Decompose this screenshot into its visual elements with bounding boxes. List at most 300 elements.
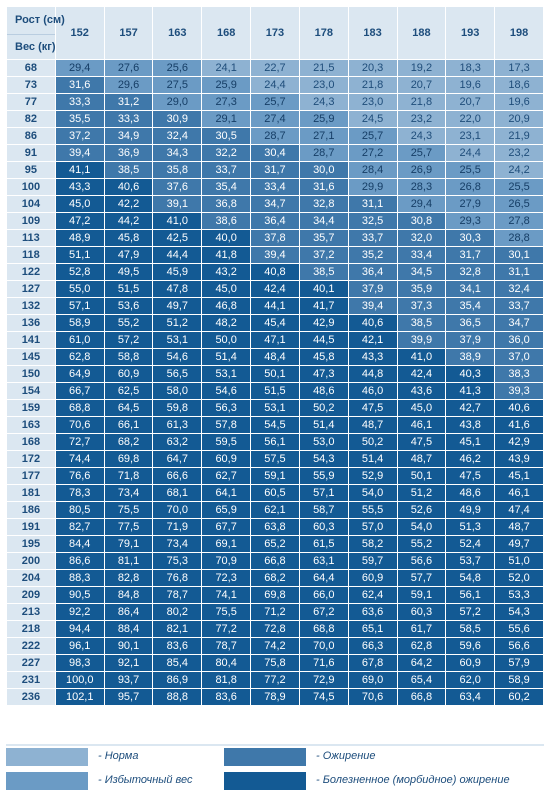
bmi-cell: 88,3 [55, 570, 104, 587]
bmi-cell: 25,9 [299, 111, 348, 128]
bmi-cell: 53,1 [251, 400, 300, 417]
bmi-cell: 25,5 [495, 179, 544, 196]
bmi-cell: 40,6 [348, 315, 397, 332]
height-header: 152 [55, 7, 104, 60]
bmi-cell: 34,4 [299, 213, 348, 230]
weight-header: 204 [7, 570, 56, 587]
bmi-cell: 47,3 [299, 366, 348, 383]
bmi-cell: 23,2 [397, 111, 446, 128]
bmi-cell: 42,4 [251, 281, 300, 298]
bmi-cell: 68,2 [104, 434, 153, 451]
bmi-cell: 25,7 [251, 94, 300, 111]
weight-header: 181 [7, 485, 56, 502]
bmi-cell: 59,1 [251, 468, 300, 485]
bmi-cell: 63,2 [153, 434, 202, 451]
table-row [7, 366, 544, 383]
bmi-cell: 52,9 [348, 468, 397, 485]
bmi-cell: 37,3 [397, 298, 446, 315]
bmi-cell: 37,9 [348, 281, 397, 298]
bmi-cell: 22,7 [251, 60, 300, 77]
bmi-cell: 41,6 [495, 417, 544, 434]
bmi-cell: 94,4 [55, 621, 104, 638]
bmi-cell: 76,6 [55, 468, 104, 485]
table-row [7, 502, 544, 519]
bmi-cell: 45,1 [446, 434, 495, 451]
table-row [7, 196, 544, 213]
bmi-cell: 42,4 [397, 366, 446, 383]
bmi-cell: 57,5 [251, 451, 300, 468]
bmi-cell: 63,4 [446, 689, 495, 706]
bmi-cell: 30,9 [153, 111, 202, 128]
bmi-cell: 30,4 [251, 145, 300, 162]
bmi-cell: 33,3 [55, 94, 104, 111]
bmi-cell: 24,4 [251, 77, 300, 94]
bmi-cell: 60,2 [495, 689, 544, 706]
bmi-cell: 66,0 [299, 587, 348, 604]
bmi-cell: 71,6 [299, 655, 348, 672]
bmi-cell: 83,6 [202, 689, 251, 706]
bmi-cell: 82,8 [104, 570, 153, 587]
bmi-cell: 53,1 [202, 366, 251, 383]
bmi-cell: 55,2 [397, 536, 446, 553]
bmi-cell: 40,3 [446, 366, 495, 383]
bmi-cell: 37,2 [55, 128, 104, 145]
bmi-cell: 64,5 [104, 400, 153, 417]
bmi-cell: 57,9 [495, 655, 544, 672]
bmi-cell: 29,9 [348, 179, 397, 196]
bmi-cell: 48,2 [202, 315, 251, 332]
bmi-cell: 35,2 [348, 247, 397, 264]
bmi-cell: 39,1 [153, 196, 202, 213]
bmi-cell: 54,0 [348, 485, 397, 502]
bmi-cell: 61,5 [299, 536, 348, 553]
bmi-cell: 71,9 [153, 519, 202, 536]
bmi-cell: 80,4 [202, 655, 251, 672]
bmi-cell: 63,1 [299, 553, 348, 570]
legend-item [6, 772, 216, 792]
bmi-cell: 66,3 [348, 638, 397, 655]
bmi-cell: 45,8 [104, 230, 153, 247]
bmi-cell: 56,5 [153, 366, 202, 383]
weight-header: 200 [7, 553, 56, 570]
weight-header: 218 [7, 621, 56, 638]
bmi-cell: 25,5 [446, 162, 495, 179]
bmi-cell: 63,6 [348, 604, 397, 621]
bmi-cell: 35,4 [446, 298, 495, 315]
bmi-cell: 102,1 [55, 689, 104, 706]
bmi-cell: 34,7 [251, 196, 300, 213]
bmi-cell: 58,8 [104, 349, 153, 366]
table-row [7, 315, 544, 332]
bmi-cell: 72,3 [202, 570, 251, 587]
bmi-cell: 86,6 [55, 553, 104, 570]
bmi-cell: 33,3 [104, 111, 153, 128]
bmi-cell: 34,5 [397, 264, 446, 281]
bmi-cell: 88,8 [153, 689, 202, 706]
bmi-cell: 49,9 [446, 502, 495, 519]
bmi-cell: 35,9 [397, 281, 446, 298]
bmi-cell: 41,7 [299, 298, 348, 315]
bmi-cell: 90,5 [55, 587, 104, 604]
bmi-cell: 82,7 [55, 519, 104, 536]
bmi-cell: 36,4 [251, 213, 300, 230]
legend-item [6, 748, 216, 768]
bmi-cell: 35,7 [299, 230, 348, 247]
bmi-cell: 59,1 [397, 587, 446, 604]
bmi-cell: 75,8 [251, 655, 300, 672]
bmi-cell: 28,4 [348, 162, 397, 179]
bmi-cell: 69,8 [251, 587, 300, 604]
weight-header: 141 [7, 332, 56, 349]
bmi-cell: 68,2 [251, 570, 300, 587]
table-row [7, 519, 544, 536]
bmi-cell: 31,6 [299, 179, 348, 196]
bmi-cell: 54,6 [202, 383, 251, 400]
bmi-cell: 75,5 [104, 502, 153, 519]
bmi-cell: 46,2 [446, 451, 495, 468]
bmi-cell: 34,1 [446, 281, 495, 298]
legend-label: - Норма [98, 750, 138, 762]
bmi-cell: 53,1 [153, 332, 202, 349]
bmi-cell: 32,8 [299, 196, 348, 213]
bmi-cell: 60,9 [202, 451, 251, 468]
bmi-cell: 50,2 [299, 400, 348, 417]
bmi-cell: 80,5 [55, 502, 104, 519]
legend [6, 748, 544, 792]
bmi-cell: 27,4 [251, 111, 300, 128]
bmi-cell: 30,8 [397, 213, 446, 230]
bmi-cell: 68,8 [55, 400, 104, 417]
bmi-cell: 95,7 [104, 689, 153, 706]
bmi-cell: 36,5 [446, 315, 495, 332]
bmi-cell: 38,3 [495, 366, 544, 383]
table-row [7, 553, 544, 570]
bmi-cell: 51,5 [251, 383, 300, 400]
weight-header: 86 [7, 128, 56, 145]
bmi-cell: 38,5 [104, 162, 153, 179]
bmi-cell: 62,4 [348, 587, 397, 604]
table-row [7, 162, 544, 179]
bmi-cell: 59,7 [348, 553, 397, 570]
bmi-cell: 34,9 [104, 128, 153, 145]
bmi-cell: 52,0 [495, 570, 544, 587]
bmi-cell: 35,4 [202, 179, 251, 196]
bmi-cell: 66,7 [55, 383, 104, 400]
bmi-cell: 51,4 [299, 417, 348, 434]
bmi-cell: 23,2 [495, 145, 544, 162]
weight-header: 209 [7, 587, 56, 604]
bmi-cell: 67,8 [348, 655, 397, 672]
legend-swatch [224, 772, 306, 790]
bmi-cell: 74,1 [202, 587, 251, 604]
bmi-cell: 31,1 [348, 196, 397, 213]
bmi-cell: 54,3 [495, 604, 544, 621]
bmi-cell: 92,2 [55, 604, 104, 621]
weight-header: 186 [7, 502, 56, 519]
bmi-cell: 51,3 [446, 519, 495, 536]
height-axis-label: Рост (см) [15, 14, 65, 26]
weight-header: 213 [7, 604, 56, 621]
bmi-cell: 35,5 [55, 111, 104, 128]
bmi-cell: 65,9 [202, 502, 251, 519]
table-row [7, 94, 544, 111]
bmi-cell: 60,9 [446, 655, 495, 672]
bmi-cell: 47,4 [495, 502, 544, 519]
bmi-cell: 90,1 [104, 638, 153, 655]
bmi-cell: 61,0 [55, 332, 104, 349]
bmi-cell: 58,9 [495, 672, 544, 689]
bmi-cell: 28,7 [251, 128, 300, 145]
bmi-cell: 24,5 [348, 111, 397, 128]
table-row [7, 587, 544, 604]
bmi-cell: 25,7 [397, 145, 446, 162]
weight-header: 172 [7, 451, 56, 468]
bmi-cell: 84,8 [104, 587, 153, 604]
bmi-cell: 44,1 [251, 298, 300, 315]
bmi-cell: 17,3 [495, 60, 544, 77]
bmi-cell: 44,4 [153, 247, 202, 264]
bmi-cell: 58,7 [299, 502, 348, 519]
table-row [7, 451, 544, 468]
bmi-cell: 40,1 [299, 281, 348, 298]
weight-header: 154 [7, 383, 56, 400]
bmi-cell: 55,5 [348, 502, 397, 519]
bmi-cell: 68,1 [153, 485, 202, 502]
bmi-cell: 46,0 [348, 383, 397, 400]
bmi-cell: 50,0 [202, 332, 251, 349]
bmi-cell: 26,5 [495, 196, 544, 213]
bmi-cell: 45,1 [495, 468, 544, 485]
legend-item [224, 748, 544, 768]
bmi-cell: 70,0 [153, 502, 202, 519]
bmi-cell: 29,6 [104, 77, 153, 94]
bmi-cell: 49,7 [153, 298, 202, 315]
legend-label: - Ожирение [316, 750, 376, 762]
bmi-cell: 58,2 [348, 536, 397, 553]
bmi-cell: 66,8 [397, 689, 446, 706]
bmi-cell: 57,1 [299, 485, 348, 502]
bmi-cell: 27,8 [495, 213, 544, 230]
bmi-cell: 71,2 [251, 604, 300, 621]
bmi-cell: 21,8 [397, 94, 446, 111]
bmi-cell: 71,8 [104, 468, 153, 485]
bmi-cell: 79,1 [104, 536, 153, 553]
bmi-cell: 44,2 [104, 213, 153, 230]
bmi-cell: 41,8 [202, 247, 251, 264]
bmi-cell: 52,6 [397, 502, 446, 519]
bmi-cell: 51,2 [397, 485, 446, 502]
height-header: 168 [202, 7, 251, 60]
bmi-cell: 70,6 [348, 689, 397, 706]
bmi-cell: 26,9 [397, 162, 446, 179]
bmi-cell: 24,4 [446, 145, 495, 162]
bmi-cell: 96,1 [55, 638, 104, 655]
bmi-cell: 62,5 [104, 383, 153, 400]
bmi-cell: 21,5 [299, 60, 348, 77]
height-header: 157 [104, 7, 153, 60]
weight-header: 222 [7, 638, 56, 655]
bmi-cell: 70,9 [202, 553, 251, 570]
bmi-cell: 27,6 [104, 60, 153, 77]
table-row [7, 247, 544, 264]
bmi-cell: 25,6 [153, 60, 202, 77]
weight-header: 91 [7, 145, 56, 162]
bmi-cell: 66,6 [153, 468, 202, 485]
weight-header: 163 [7, 417, 56, 434]
bmi-cell: 47,1 [251, 332, 300, 349]
bmi-cell: 64,9 [55, 366, 104, 383]
bmi-cell: 24,3 [397, 128, 446, 145]
bmi-cell: 31,7 [251, 162, 300, 179]
bmi-cell: 43,3 [55, 179, 104, 196]
bmi-cell: 19,6 [495, 94, 544, 111]
bmi-cell: 70,0 [299, 638, 348, 655]
bmi-cell: 29,3 [446, 213, 495, 230]
bmi-cell: 31,2 [104, 94, 153, 111]
bmi-cell: 51,4 [348, 451, 397, 468]
weight-header: 177 [7, 468, 56, 485]
weight-header: 145 [7, 349, 56, 366]
bmi-cell: 86,9 [153, 672, 202, 689]
bmi-cell: 39,9 [397, 332, 446, 349]
bmi-cell: 34,7 [495, 315, 544, 332]
bmi-cell: 32,4 [153, 128, 202, 145]
bmi-cell: 77,2 [202, 621, 251, 638]
bmi-cell: 58,0 [153, 383, 202, 400]
bmi-cell: 62,0 [446, 672, 495, 689]
bmi-cell: 47,9 [104, 247, 153, 264]
bmi-cell: 64,4 [299, 570, 348, 587]
bmi-cell: 62,7 [202, 468, 251, 485]
bmi-cell: 40,0 [202, 230, 251, 247]
bmi-cell: 23,0 [348, 94, 397, 111]
bmi-cell: 64,7 [153, 451, 202, 468]
table-row [7, 60, 544, 77]
bmi-cell: 98,3 [55, 655, 104, 672]
bmi-cell: 36,9 [104, 145, 153, 162]
height-header: 163 [153, 7, 202, 60]
bmi-cell: 59,8 [153, 400, 202, 417]
bmi-cell: 46,8 [202, 298, 251, 315]
bmi-cell: 73,4 [153, 536, 202, 553]
bmi-cell: 85,4 [153, 655, 202, 672]
bmi-cell: 66,1 [104, 417, 153, 434]
bmi-cell: 51,5 [104, 281, 153, 298]
bmi-cell: 27,3 [202, 94, 251, 111]
bmi-cell: 73,4 [104, 485, 153, 502]
bmi-cell: 30,0 [299, 162, 348, 179]
bmi-cell: 61,3 [153, 417, 202, 434]
table-row [7, 128, 544, 145]
table-row [7, 604, 544, 621]
bmi-cell: 39,4 [348, 298, 397, 315]
bmi-cell: 54,0 [397, 519, 446, 536]
height-header: 198 [495, 7, 544, 60]
bmi-cell: 28,7 [299, 145, 348, 162]
legend-item [224, 772, 544, 792]
bmi-cell: 60,9 [104, 366, 153, 383]
bmi-cell: 42,5 [153, 230, 202, 247]
bmi-cell: 44,8 [348, 366, 397, 383]
bmi-cell: 41,0 [397, 349, 446, 366]
table-row [7, 621, 544, 638]
bmi-cell: 42,9 [299, 315, 348, 332]
bmi-cell: 25,7 [348, 128, 397, 145]
bmi-cell: 52,4 [446, 536, 495, 553]
bmi-cell: 58,5 [446, 621, 495, 638]
bmi-cell: 19,6 [446, 77, 495, 94]
bmi-cell: 28,8 [495, 230, 544, 247]
bmi-cell: 29,0 [153, 94, 202, 111]
bmi-cell: 56,6 [495, 638, 544, 655]
bmi-cell: 88,4 [104, 621, 153, 638]
bmi-cell: 43,2 [202, 264, 251, 281]
weight-header: 73 [7, 77, 56, 94]
table-row [7, 638, 544, 655]
bmi-cell: 39,3 [495, 383, 544, 400]
table-row [7, 570, 544, 587]
bmi-cell: 57,2 [446, 604, 495, 621]
bmi-cell: 38,5 [397, 315, 446, 332]
bmi-cell: 65,2 [251, 536, 300, 553]
bmi-cell: 48,9 [55, 230, 104, 247]
bmi-cell: 48,7 [397, 451, 446, 468]
bmi-cell: 64,1 [202, 485, 251, 502]
bmi-cell: 47,8 [153, 281, 202, 298]
bmi-cell: 38,9 [446, 349, 495, 366]
table-row [7, 468, 544, 485]
bmi-cell: 32,2 [202, 145, 251, 162]
weight-header: 100 [7, 179, 56, 196]
bmi-cell: 20,7 [397, 77, 446, 94]
bmi-cell: 45,8 [299, 349, 348, 366]
bmi-cell: 78,7 [202, 638, 251, 655]
bmi-cell: 28,3 [397, 179, 446, 196]
weight-header: 191 [7, 519, 56, 536]
bmi-cell: 40,8 [251, 264, 300, 281]
weight-header: 168 [7, 434, 56, 451]
bmi-cell: 31,1 [495, 264, 544, 281]
bmi-cell: 40,6 [495, 400, 544, 417]
bmi-cell: 50,1 [251, 366, 300, 383]
bmi-table-body [7, 60, 544, 706]
bmi-cell: 53,0 [299, 434, 348, 451]
weight-header: 236 [7, 689, 56, 706]
bmi-cell: 77,5 [104, 519, 153, 536]
bmi-cell: 37,2 [299, 247, 348, 264]
bmi-cell: 55,2 [104, 315, 153, 332]
bmi-cell: 56,1 [446, 587, 495, 604]
bmi-cell: 21,9 [495, 128, 544, 145]
bmi-cell: 86,4 [104, 604, 153, 621]
bmi-cell: 60,5 [251, 485, 300, 502]
height-header: 188 [397, 7, 446, 60]
table-row [7, 332, 544, 349]
bmi-cell: 48,7 [348, 417, 397, 434]
bmi-cell: 57,1 [55, 298, 104, 315]
bmi-cell: 49,7 [495, 536, 544, 553]
bmi-cell: 38,5 [299, 264, 348, 281]
bmi-cell: 39,4 [55, 145, 104, 162]
bmi-cell: 75,5 [202, 604, 251, 621]
weight-header: 150 [7, 366, 56, 383]
bmi-cell: 36,0 [495, 332, 544, 349]
bmi-cell: 78,7 [153, 587, 202, 604]
bmi-cell: 55,9 [299, 468, 348, 485]
bmi-cell: 48,6 [446, 485, 495, 502]
weight-header: 195 [7, 536, 56, 553]
weight-header: 127 [7, 281, 56, 298]
